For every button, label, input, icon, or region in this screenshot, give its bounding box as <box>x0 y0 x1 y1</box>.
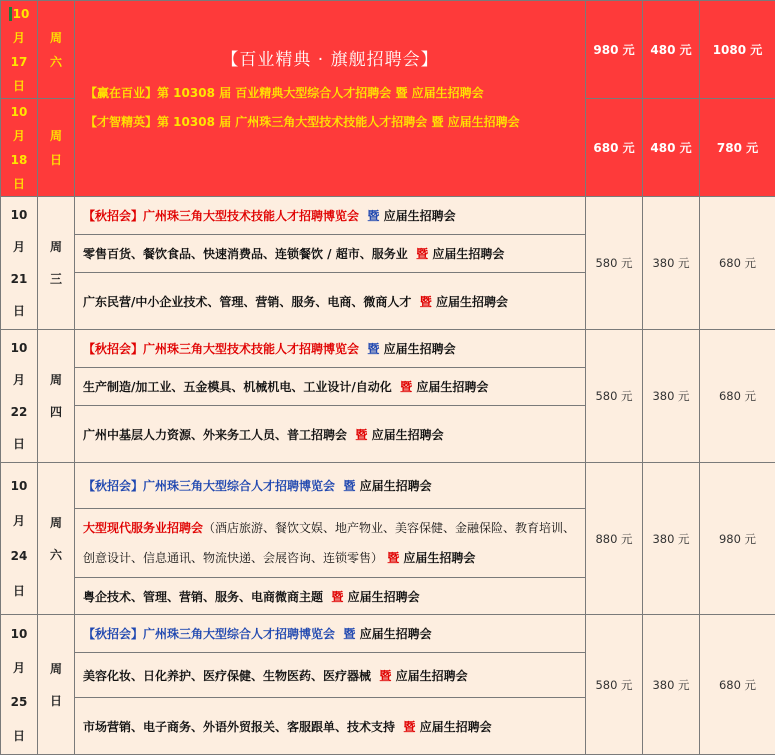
price-cell: 480 元 <box>643 99 700 197</box>
weekday-cell: 周 日 <box>38 615 75 755</box>
day-row <box>1 197 775 330</box>
price-cell: 780 元 <box>700 99 775 197</box>
date-cell: 10 月 25 日 <box>1 615 38 755</box>
price-cell: 880 元 <box>586 463 643 615</box>
price-cell: 1080 元 <box>700 1 775 99</box>
day-row <box>1 463 775 615</box>
day-row <box>1 330 775 463</box>
weekday-cell: 周 四 <box>38 330 75 463</box>
price-cell: 680 元 <box>586 99 643 197</box>
price-cell: 580 元 <box>586 330 643 463</box>
event-line: 市场营销、电子商务、外语外贸报关、客服跟单、技术支持 暨 应届生招聘会 <box>75 698 585 754</box>
event-list <box>75 463 586 615</box>
date-cell-18: 10 月 18 日 <box>1 99 38 197</box>
weekday-cell-17: 周 六 <box>38 1 75 99</box>
event-line: 【秋招会】广州珠三角大型技术技能人才招聘博览会 暨 应届生招聘会 <box>75 330 585 368</box>
flagship-row-17 <box>1 1 775 99</box>
text-cursor <box>9 7 12 21</box>
flagship-line-1: 【赢在百业】第 10308 届 百业精典大型综合人才招聘会 暨 应届生招聘会 <box>75 84 585 101</box>
weekday-cell-18: 周 日 <box>38 99 75 197</box>
event-line: 【秋招会】广州珠三角大型综合人才招聘博览会 暨 应届生招聘会 <box>75 615 585 653</box>
event-line: 粤企技术、管理、营销、服务、电商微商主题 暨 应届生招聘会 <box>75 578 585 614</box>
flagship-title: 【百业精典 · 旗舰招聘会】 <box>75 45 585 70</box>
event-line: 零售百货、餐饮食品、快速消费品、连锁餐饮 / 超市、服务业 暨 应届生招聘会 <box>75 235 585 273</box>
weekday-cell: 周 六 <box>38 463 75 615</box>
event-line: 广东民营/中小企业技术、管理、营销、服务、电商、微商人才 暨 应届生招聘会 <box>75 273 585 329</box>
price-cell: 380 元 <box>643 330 700 463</box>
event-line: 美容化妆、日化养护、医疗保健、生物医药、医疗器械 暨 应届生招聘会 <box>75 653 585 698</box>
flagship-description <box>75 1 586 197</box>
date-cell: 10 月 22 日 <box>1 330 38 463</box>
event-list <box>75 197 586 330</box>
price-cell: 680 元 <box>700 615 775 755</box>
event-list <box>75 330 586 463</box>
price-cell: 380 元 <box>643 197 700 330</box>
price-cell: 980 元 <box>700 463 775 615</box>
price-cell: 680 元 <box>700 330 775 463</box>
price-cell: 580 元 <box>586 197 643 330</box>
event-line: 生产制造/加工业、五金模具、机械机电、工业设计/自动化 暨 应届生招聘会 <box>75 368 585 406</box>
flagship-line-2: 【才智精英】第 10308 届 广州珠三角大型技术技能人才招聘会 暨 应届生招聘会 <box>75 113 585 130</box>
price-cell: 380 元 <box>643 615 700 755</box>
event-line: 【秋招会】广州珠三角大型技术技能人才招聘博览会 暨 应届生招聘会 <box>75 197 585 235</box>
price-cell: 680 元 <box>700 197 775 330</box>
weekday-cell: 周 三 <box>38 197 75 330</box>
price-cell: 380 元 <box>643 463 700 615</box>
date-cell: 10 月 21 日 <box>1 197 38 330</box>
price-cell: 580 元 <box>586 615 643 755</box>
price-cell: 980 元 <box>586 1 643 99</box>
event-line: 广州中基层人力资源、外来务工人员、普工招聘会 暨 应届生招聘会 <box>75 406 585 462</box>
event-line: 大型现代服务业招聘会（酒店旅游、餐饮文娱、地产物业、美容保健、金融保险、教育培训、 创意设计、信息通讯、物流快递、会展咨询、连锁零售） 暨 应届生招聘会 <box>75 509 585 578</box>
date-cell: 10 月 24 日 <box>1 463 38 615</box>
price-cell: 480 元 <box>643 1 700 99</box>
date-cell-17: 10 月 17 日 <box>1 1 38 99</box>
event-line: 【秋招会】广州珠三角大型综合人才招聘博览会 暨 应届生招聘会 <box>75 463 585 509</box>
